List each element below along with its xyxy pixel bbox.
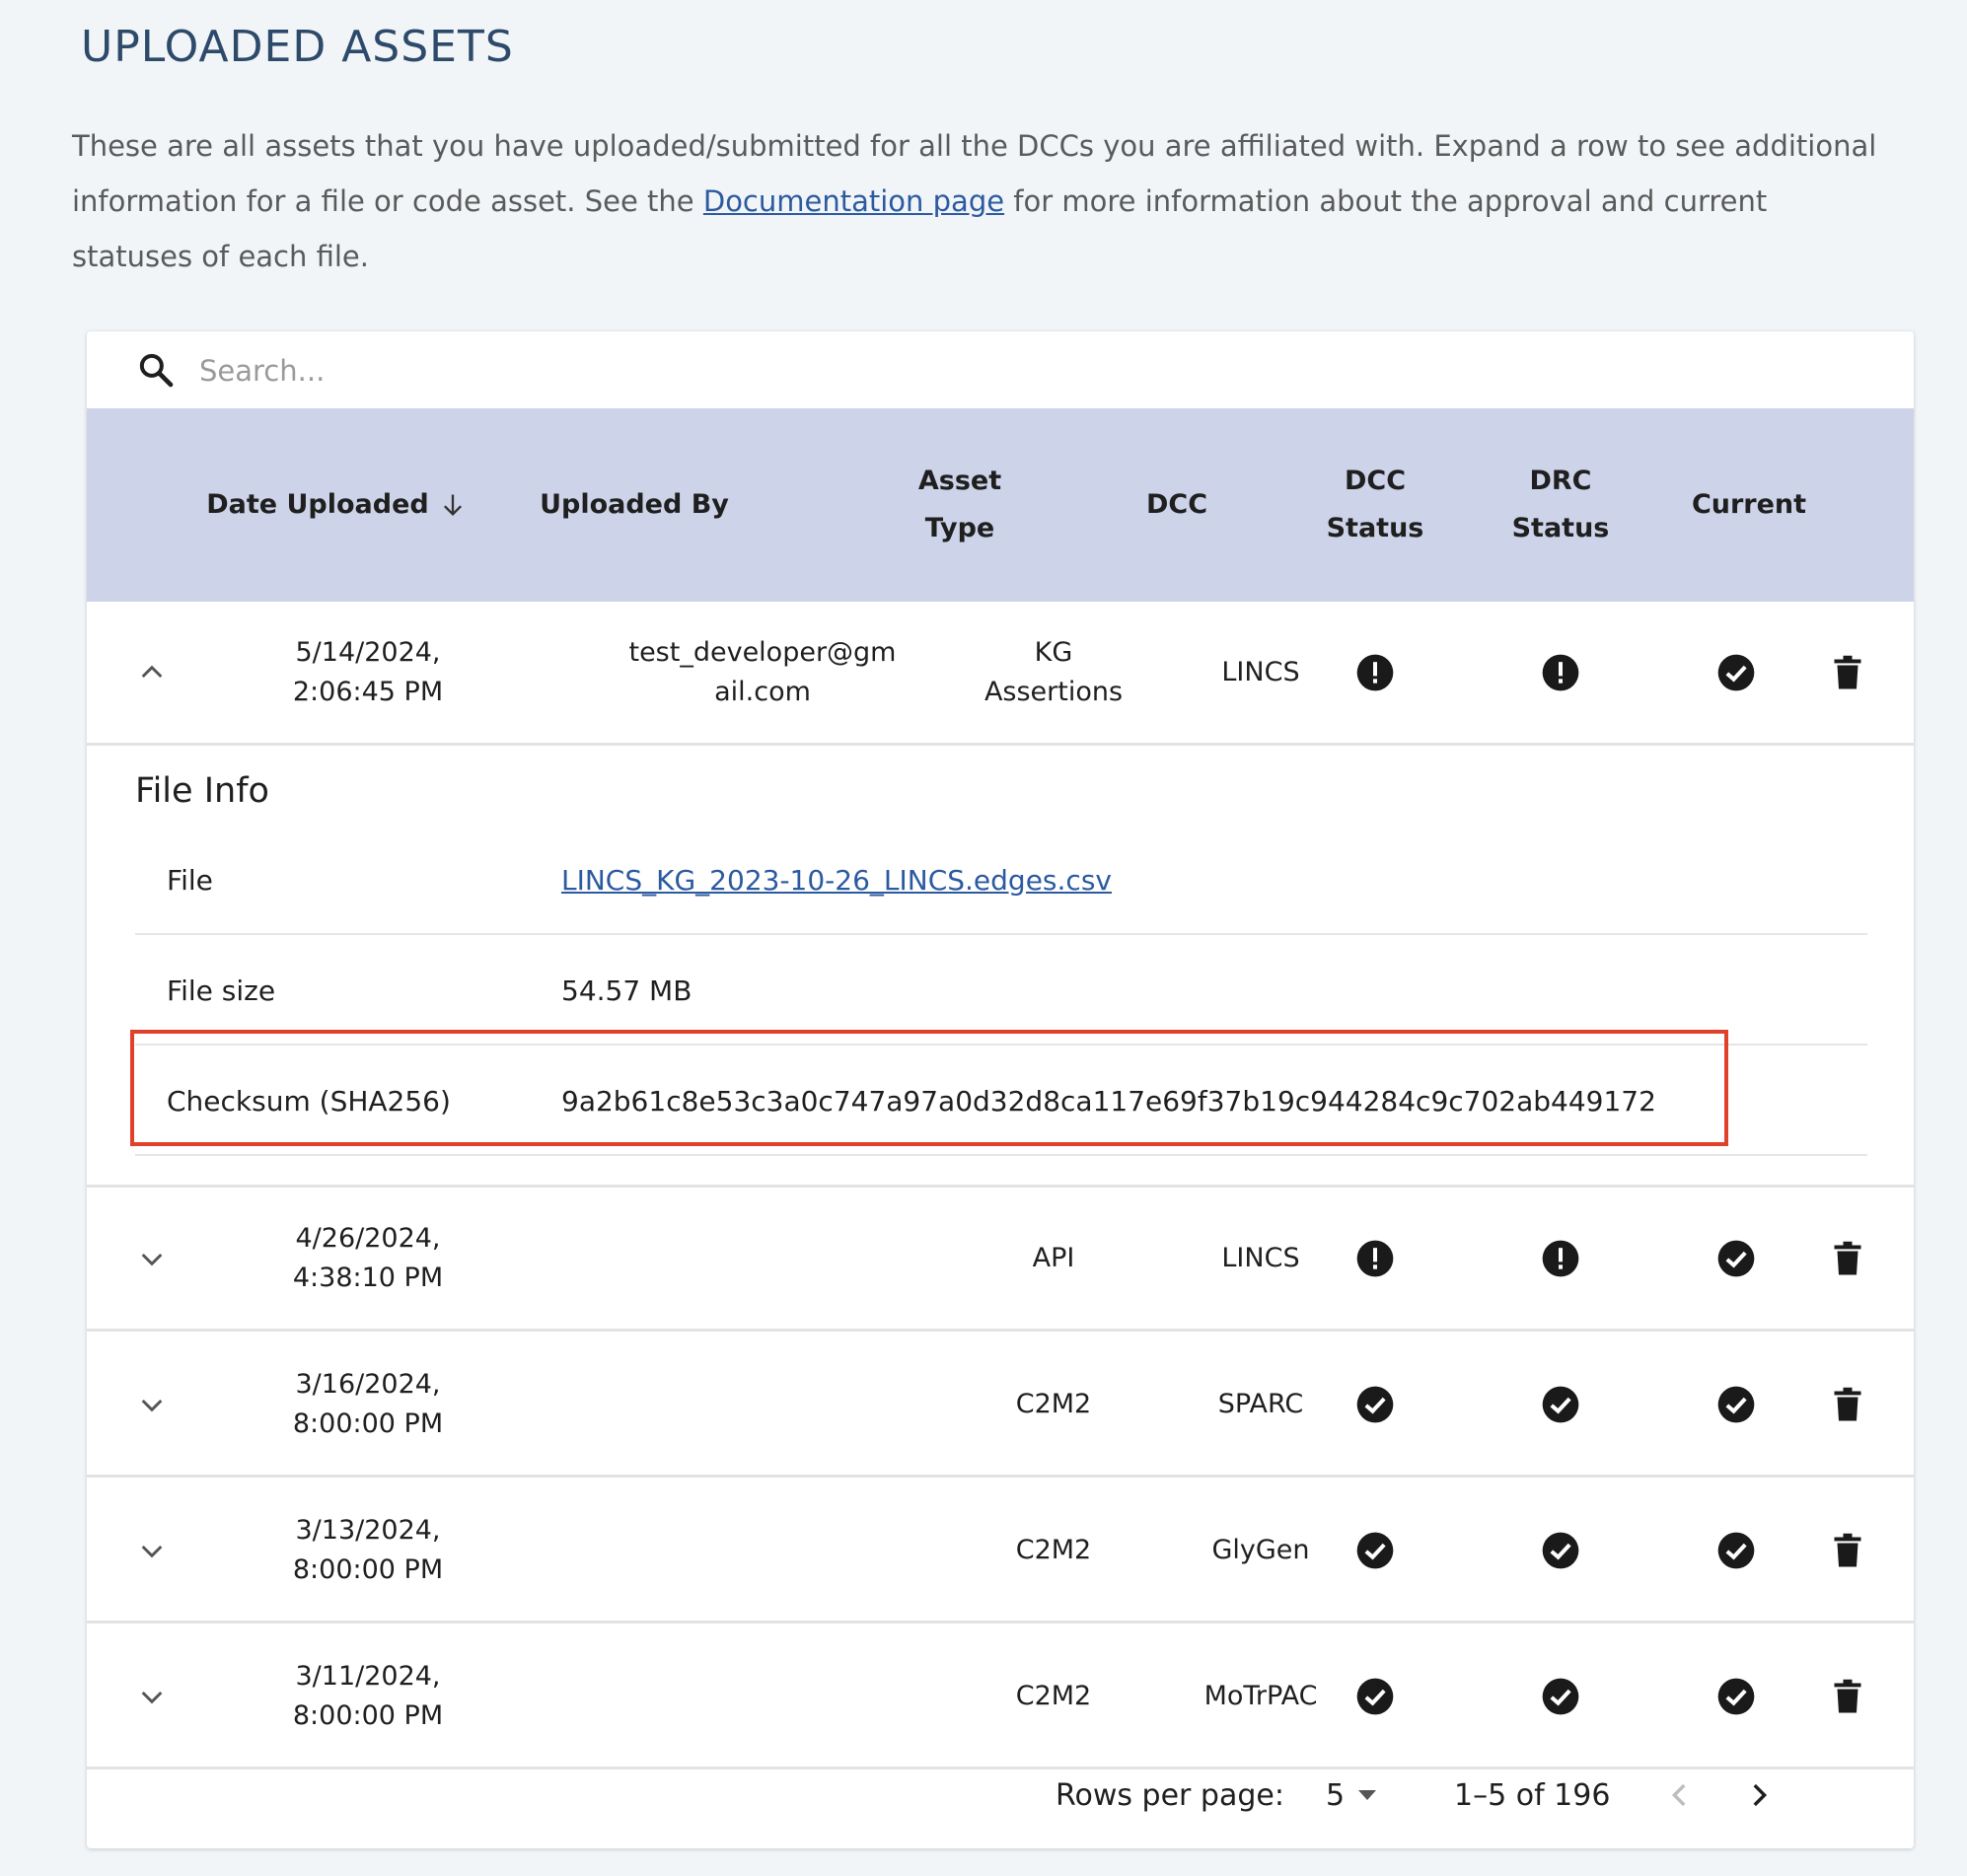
drc-status-exclamation-icon <box>1541 1239 1580 1278</box>
delete-cell[interactable] <box>1813 602 1882 743</box>
dcc-status-exclamation-icon <box>1355 1239 1395 1278</box>
chevron-down-icon[interactable] <box>136 1389 168 1420</box>
table-row[interactable] <box>87 1188 1914 1332</box>
dropdown-caret-icon <box>1358 1790 1376 1800</box>
chevron-down-icon[interactable] <box>136 1535 168 1566</box>
page-title: UPLOADED ASSETS <box>81 22 514 72</box>
drc-status-cell <box>1511 1188 1610 1329</box>
date-uploaded-line2: 8:00:00 PM <box>292 1699 444 1731</box>
trash-icon[interactable] <box>1833 1386 1862 1423</box>
dcc-status-check-icon <box>1355 1531 1395 1570</box>
column-drc-status-label-line2: Status <box>1511 513 1610 543</box>
dcc-name: SPARC <box>1217 1388 1304 1419</box>
uploaded-by-line2: ail.com <box>714 676 811 707</box>
date-uploaded-line1: 3/13/2024, <box>295 1514 441 1546</box>
file-size-value: 54.57 MB <box>561 974 692 1007</box>
dcc-name: LINCS <box>1221 656 1300 687</box>
checksum-highlight-box <box>130 1030 1728 1146</box>
current-status-check-icon <box>1716 1239 1756 1278</box>
dcc-name: LINCS <box>1221 1242 1300 1273</box>
chevron-left-icon <box>1663 1778 1697 1812</box>
date-uploaded-line1: 4/26/2024, <box>295 1222 441 1254</box>
column-drc-status[interactable] <box>1492 408 1630 602</box>
current-status-check-icon <box>1716 1677 1756 1716</box>
drc-status-check-icon <box>1541 1677 1580 1716</box>
chevron-right-icon <box>1742 1778 1776 1812</box>
column-drc-status-label-line1: DRC <box>1529 466 1592 496</box>
pagination-range: 1–5 of 196 <box>1454 1777 1611 1813</box>
date-uploaded-line2: 8:00:00 PM <box>292 1553 444 1585</box>
delete-cell[interactable] <box>1813 1479 1882 1621</box>
column-asset-type-label-line2: Type <box>924 513 995 543</box>
drc-status-exclamation-icon <box>1541 653 1580 692</box>
dcc-status-cell <box>1326 1188 1424 1329</box>
delete-cell[interactable] <box>1813 1188 1882 1329</box>
current-status-check-icon <box>1716 653 1756 692</box>
previous-page-button[interactable] <box>1663 1742 1697 1848</box>
column-dcc-status[interactable] <box>1306 408 1444 602</box>
assets-table-card <box>87 331 1914 1848</box>
checksum-value: 9a2b61c8e53c3a0c747a97a0d32d8ca117e69f37b19c944284c9c702ab449172 <box>561 1084 1656 1118</box>
table-row[interactable] <box>87 602 1914 746</box>
date-uploaded-line2: 8:00:00 PM <box>292 1407 444 1439</box>
date-uploaded-line2: 4:38:10 PM <box>292 1262 444 1293</box>
table-row[interactable] <box>87 1479 1914 1623</box>
column-date-uploaded[interactable] <box>205 408 468 602</box>
column-uploaded-by[interactable] <box>481 408 787 602</box>
column-asset-type[interactable] <box>886 408 1034 602</box>
asset-type-line1: API <box>1032 1242 1075 1273</box>
intro-text-part2: for more information about the approval and current statuses of each file. <box>72 184 1768 273</box>
rows-per-page-select[interactable] <box>1326 1742 1376 1848</box>
sort-arrow-down-icon[interactable] <box>439 490 467 520</box>
chevron-down-icon[interactable] <box>136 1243 168 1274</box>
documentation-link[interactable]: Documentation page <box>702 184 1005 218</box>
asset-type-line1: C2M2 <box>1015 1680 1092 1711</box>
file-info-title: File Info <box>135 771 269 811</box>
trash-icon[interactable] <box>1833 1532 1862 1569</box>
dcc-status-check-icon <box>1355 1385 1395 1424</box>
dcc-status-cell <box>1326 602 1424 743</box>
table-header <box>87 408 1914 602</box>
current-cell <box>1687 1479 1785 1621</box>
date-uploaded-line1: 5/14/2024, <box>295 636 441 668</box>
search-bar <box>87 331 1914 408</box>
column-dcc[interactable] <box>1123 408 1231 602</box>
uploaded-by-cell <box>600 1334 925 1475</box>
chevron-down-icon[interactable] <box>136 1681 168 1712</box>
current-status-check-icon <box>1716 1531 1756 1570</box>
current-status-check-icon <box>1716 1385 1756 1424</box>
next-page-button[interactable] <box>1742 1742 1776 1848</box>
trash-icon[interactable] <box>1833 1678 1862 1715</box>
intro-text <box>72 118 1877 284</box>
file-size-label: File size <box>167 974 276 1007</box>
column-current-label: Current <box>1691 489 1807 520</box>
trash-icon[interactable] <box>1833 1240 1862 1277</box>
uploaded-by-line1: test_developer@gm <box>628 636 897 668</box>
asset-type-cell <box>955 1334 1152 1475</box>
dcc-name: GlyGen <box>1211 1534 1310 1565</box>
column-uploaded-by-label: Uploaded By <box>540 489 729 520</box>
column-current[interactable] <box>1665 408 1833 602</box>
uploaded-by-cell <box>600 602 925 743</box>
delete-cell[interactable] <box>1813 1334 1882 1475</box>
pagination-footer <box>87 1742 1914 1848</box>
column-dcc-status-label-line2: Status <box>1326 513 1424 543</box>
uploaded-by-cell <box>600 1479 925 1621</box>
asset-type-cell <box>955 602 1152 743</box>
asset-type-cell <box>955 1188 1152 1329</box>
search-input[interactable] <box>197 345 990 397</box>
checksum-label: Checksum (SHA256) <box>167 1084 451 1118</box>
uploaded-by-cell <box>600 1188 925 1329</box>
drc-status-cell <box>1511 1334 1610 1475</box>
trash-icon[interactable] <box>1833 654 1862 691</box>
column-date-uploaded-label: Date Uploaded <box>206 489 429 520</box>
date-uploaded-cell <box>235 1188 501 1329</box>
rows-per-page-label: Rows per page: <box>1056 1777 1284 1813</box>
column-dcc-label: DCC <box>1145 489 1208 520</box>
date-uploaded-cell <box>235 1479 501 1621</box>
file-download-link[interactable]: LINCS_KG_2023-10-26_LINCS.edges.csv <box>561 863 1112 897</box>
intro-text-part1: These are all assets that you have uploaded/submitted for all the DCCs you are affiliated with. Expand a row to see additional information for a file or code asset. See the <box>72 129 1877 218</box>
date-uploaded-cell <box>235 1334 501 1475</box>
asset-type-line1: KG <box>1034 636 1073 668</box>
dcc-status-cell <box>1326 1479 1424 1621</box>
column-dcc-status-label-line1: DCC <box>1344 466 1407 496</box>
search-icon <box>136 350 176 390</box>
asset-type-cell <box>955 1479 1152 1621</box>
column-asset-type-label-line1: Asset <box>917 466 1002 496</box>
table-row[interactable] <box>87 1334 1914 1478</box>
current-cell <box>1687 602 1785 743</box>
current-cell <box>1687 1334 1785 1475</box>
rows-per-page-value: 5 <box>1326 1777 1346 1813</box>
drc-status-check-icon <box>1541 1385 1580 1424</box>
chevron-up-icon[interactable] <box>136 657 168 688</box>
dcc-name: MoTrPAC <box>1203 1680 1318 1711</box>
date-uploaded-line1: 3/11/2024, <box>295 1660 441 1692</box>
date-uploaded-line2: 2:06:45 PM <box>292 676 444 707</box>
date-uploaded-cell <box>235 602 501 743</box>
drc-status-check-icon <box>1541 1531 1580 1570</box>
file-info-row-file <box>135 825 1867 935</box>
dcc-status-exclamation-icon <box>1355 653 1395 692</box>
drc-status-cell <box>1511 602 1610 743</box>
current-cell <box>1687 1188 1785 1329</box>
drc-status-cell <box>1511 1479 1610 1621</box>
dcc-status-cell <box>1326 1334 1424 1475</box>
dcc-status-check-icon <box>1355 1677 1395 1716</box>
date-uploaded-line1: 3/16/2024, <box>295 1368 441 1400</box>
asset-type-line1: C2M2 <box>1015 1534 1092 1565</box>
asset-type-line2: Assertions <box>984 676 1124 707</box>
file-label: File <box>167 863 213 897</box>
asset-type-line1: C2M2 <box>1015 1388 1092 1419</box>
